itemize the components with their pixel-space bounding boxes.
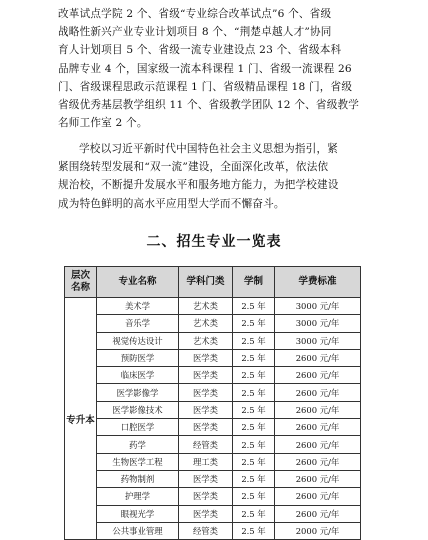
intro-line: 门、省级课程思政示范课程 1 门、省级精品课程 18 门，省级 [58,80,353,93]
duration-cell: 2.5 年 [233,298,275,315]
table-row [65,298,361,315]
fee-cell: 2600 元/年 [275,401,361,418]
mission-line: 紧围绕转型发展和“双一流”建设，全面深化改革，依法依 [58,161,329,174]
table-row [65,419,361,436]
section-title: 二、招生专业一览表 [146,234,282,250]
category-cell: 医学类 [179,349,233,366]
category-cell: 经管类 [179,522,233,539]
header-level-line: 名称 [70,282,90,293]
major-cell: 药物制剂 [97,470,179,487]
category-cell: 医学类 [179,470,233,487]
duration-cell: 2.5 年 [233,453,275,470]
category-cell: 医学类 [179,367,233,384]
category-cell: 艺术类 [179,298,233,315]
intro-line: 育人计划项目 5 个、省级一流专业建设点 23 个、省级本科 [58,44,342,57]
category-cell: 医学类 [179,401,233,418]
major-cell: 公共事业管理 [97,522,179,539]
table-body [65,298,361,540]
duration-cell: 2.5 年 [233,367,275,384]
majors-table [64,266,361,540]
major-cell: 预防医学 [97,349,179,366]
category-cell: 艺术类 [179,332,233,349]
major-cell: 口腔医学 [97,419,179,436]
mission-line: 学校以习近平新时代中国特色社会主义思想为指引，紧 [79,143,339,155]
intro-line: 改革试点学院 2 个、省级“专业综合改革试点”6 个、省级 [58,8,332,20]
category-cell: 经管类 [179,436,233,453]
header-fee: 学费标准 [275,267,361,298]
major-cell: 眼视光学 [97,505,179,522]
major-cell: 护理学 [97,488,179,505]
duration-cell: 2.5 年 [233,488,275,505]
intro-paragraph [58,5,378,132]
major-cell: 美术学 [97,298,179,315]
level-cell: 专升本 [65,298,97,540]
duration-cell: 2.5 年 [233,332,275,349]
duration-cell: 2.5 年 [233,522,275,539]
table-row [65,384,361,401]
header-duration: 学制 [233,267,275,298]
intro-line: 省级优秀基层教学组织 11 个、省级教学团队 12 个、省级教学 [58,99,360,112]
category-cell: 医学类 [179,419,233,436]
major-cell: 生物医学工程 [97,453,179,470]
fee-cell: 2600 元/年 [275,470,361,487]
intro-line: 战略性新兴产业专业计划项目 8 个、“荆楚卓越人才”协同 [58,26,332,39]
table-row [65,401,361,418]
table-row [65,505,361,522]
table-row [65,367,361,384]
category-cell: 医学类 [179,505,233,522]
major-cell: 临床医学 [97,367,179,384]
mission-paragraph [58,140,378,213]
table-header-row [65,267,361,298]
category-cell: 艺术类 [179,315,233,332]
intro-line: 品牌专业 4 个，国家级一流本科课程 1 门、省级一流课程 26 [58,62,352,75]
duration-cell: 2.5 年 [233,315,275,332]
major-cell: 视觉传达设计 [97,332,179,349]
duration-cell: 2.5 年 [233,436,275,453]
duration-cell: 2.5 年 [233,401,275,418]
major-cell: 音乐学 [97,315,179,332]
header-level-line: 层次 [70,270,90,281]
fee-cell: 3000 元/年 [275,315,361,332]
fee-cell: 2600 元/年 [275,384,361,401]
table-row [65,453,361,470]
table-row [65,315,361,332]
header-major: 专业名称 [97,267,179,298]
intro-line: 名师工作室 2 个。 [58,117,148,130]
fee-cell: 2000 元/年 [275,522,361,539]
table-row [65,349,361,366]
header-category: 学科门类 [179,267,233,298]
duration-cell: 2.5 年 [233,470,275,487]
table-row [65,436,361,453]
fee-cell: 2600 元/年 [275,349,361,366]
fee-cell: 3000 元/年 [275,332,361,349]
major-cell: 医学影像技术 [97,401,179,418]
duration-cell: 2.5 年 [233,419,275,436]
duration-cell: 2.5 年 [233,349,275,366]
table-row [65,332,361,349]
fee-cell: 2600 元/年 [275,419,361,436]
duration-cell: 2.5 年 [233,505,275,522]
fee-cell: 2600 元/年 [275,505,361,522]
mission-line: 成为特色鲜明的高水平应用型大学而不懈奋斗。 [58,197,285,210]
category-cell: 医学类 [179,488,233,505]
fee-cell: 2600 元/年 [275,488,361,505]
major-cell: 医学影像学 [97,384,179,401]
fee-cell: 2600 元/年 [275,453,361,470]
fee-cell: 2600 元/年 [275,367,361,384]
category-cell: 医学类 [179,384,233,401]
header-level [65,267,97,298]
fee-cell: 2600 元/年 [275,436,361,453]
category-cell: 理工类 [179,453,233,470]
table-row [65,488,361,505]
fee-cell: 3000 元/年 [275,298,361,315]
major-cell: 药学 [97,436,179,453]
duration-cell: 2.5 年 [233,384,275,401]
mission-line: 规治校，不断提升发展水平和服务地方能力，为把学校建设 [58,179,339,192]
table-row [65,470,361,487]
